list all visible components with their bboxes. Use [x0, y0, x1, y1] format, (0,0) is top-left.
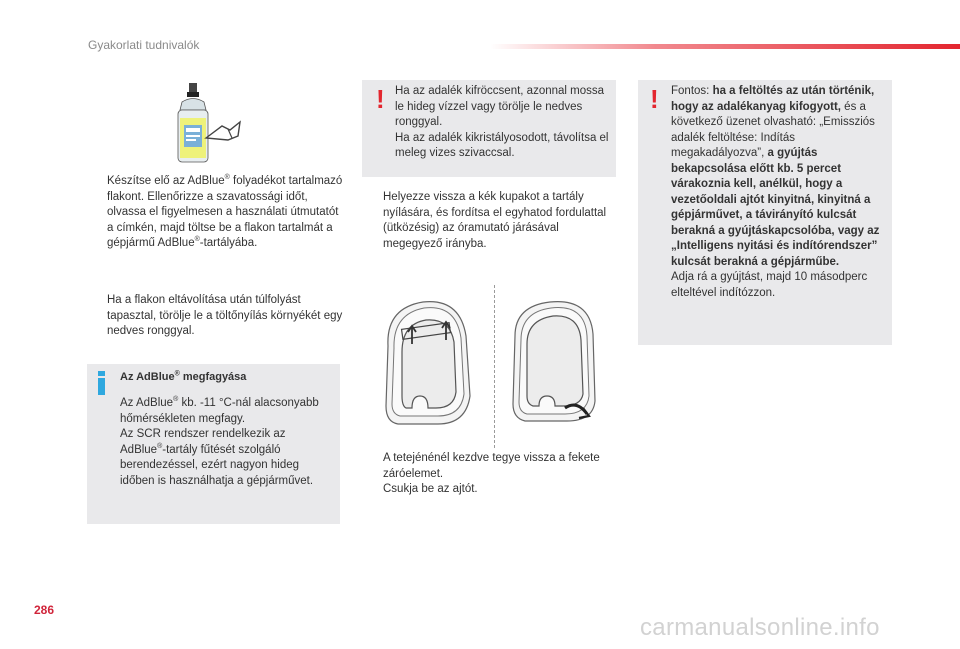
- info-icon: [95, 371, 109, 395]
- instruction-bullet: Ha a flakon eltávolítása után túlfolyást tapasztal, törölje le a töltőnyílás környékét egy nedves ronggyal.: [88, 293, 344, 340]
- tank-cap-closing-illustration: [378, 296, 478, 431]
- important-warning-box: [638, 80, 892, 345]
- instruction-bullet-list: A tetejénénél kezdve tegye vissza a fekete záróelemet. Csukja be az ajtót.: [364, 451, 616, 498]
- page-number: 286: [34, 603, 55, 617]
- bullet-marker: [364, 451, 383, 482]
- bullet-marker: [364, 190, 383, 252]
- instruction-bullet: Készítse elő az AdBlue® folyadékot tartalmazó flakont. Ellenőrizze a szavatossági időt, olvassa el figyelmesen a használati útmutatót a címkén, majd töltse be a flakon tartalmát a gépjármű AdBlue®-tartályába.: [88, 174, 344, 252]
- tank-door-closing-illustration: [505, 296, 605, 431]
- warning-icon: !: [376, 84, 385, 114]
- info-box-text: Az AdBlue® kb. -11 °C-nál alacsonyabb hőmérsékleten megfagy. Az SCR rendszer rendelkezik az AdBlue®-tartály fűtését szolgáló berendezéssel, ezért nagyon hideg időben is használhatja a gépjárművet.: [120, 396, 319, 487]
- adblue-bottle-illustration: [170, 80, 250, 165]
- warning-box-text: Ha az adalék kifröccsent, azonnal mossa le hideg vízzel vagy törölje le nedves ronggyal. Ha az adalék kikristályosodott, távolítsa el meleg vizes szivaccsal.: [395, 85, 609, 159]
- bullet-marker: [88, 174, 107, 252]
- bullet-marker: [88, 293, 107, 340]
- warning-box: [362, 80, 616, 177]
- info-box: [87, 364, 340, 524]
- watermark: carmanualsonline.info: [640, 614, 880, 641]
- header-accent-bar: [490, 44, 960, 49]
- bullet-marker: [364, 482, 383, 498]
- instruction-bullet: Helyezze vissza a kék kupakot a tartály nyílására, és fordítsa el egyhatod fordulattal (ütközésig) az óramutató járásával megegyező irányba.: [364, 190, 616, 252]
- section-title: Gyakorlati tudnivalók: [88, 38, 200, 52]
- info-box-title: Az AdBlue® megfagyása: [120, 370, 247, 383]
- warning-icon: !: [650, 84, 659, 114]
- warning-box-text: Fontos: ha a feltöltés az után történik, hogy az adalékanyag kifogyott, és a következő üzenet olvasható: „Emissziós adalék feltöltése: Indítás megakadályozva”, a gyújtás bekapcsolása előtt kb. 5 percet várakoznia kell, anélkül, hogy a vezetőoldali ajtót kinyitná, kinyitná a gépjárművet, a távirányító kulcsát berakná a gyújtáskapcsolóba, vagy az „Intelligens nyitási és indítórendszer” kulcsát berakná a gépjárműbe. Adja rá a gyújtást, majd 10 másodperc elteltével indítózzon.: [671, 85, 880, 299]
- illustration-divider: [494, 285, 495, 448]
